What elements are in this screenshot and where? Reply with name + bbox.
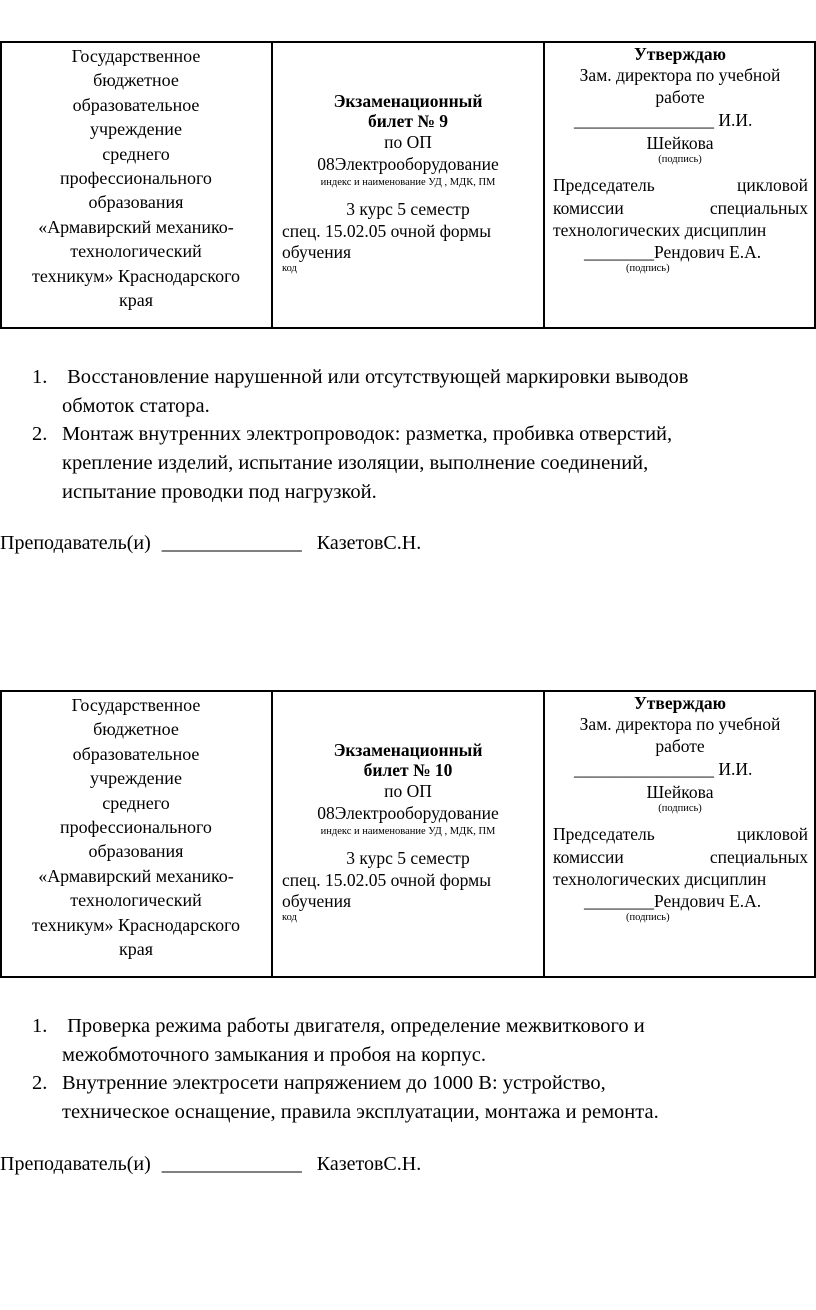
teacher-signature-blank: ______________ xyxy=(161,532,302,554)
deputy-title-cont: работе xyxy=(655,736,705,756)
chair-signature-hint: (подпись) xyxy=(626,263,670,274)
chair-word: специальных xyxy=(709,847,808,867)
institution-line: края xyxy=(118,290,153,311)
ticket-info-cell xyxy=(272,690,544,978)
teacher-name: КазетовС.Н. xyxy=(316,1153,422,1175)
institution-line: образовательное xyxy=(72,743,200,764)
question-text: Внутренние электросети напряжением до 1000 В: устройство, xyxy=(62,1072,606,1094)
question-text: межобмоточного замыкания и пробоя на корпус. xyxy=(62,1044,487,1066)
question-text: техническое оснащение, правила эксплуатации, монтажа и ремонта. xyxy=(62,1101,659,1123)
institution-line: технологический xyxy=(70,241,202,262)
study-form-line: обучения xyxy=(282,242,352,262)
subject-name: 08Электрооборудование xyxy=(317,154,499,174)
institution-line: образования xyxy=(88,192,184,213)
institution-line: профессионального xyxy=(60,168,212,189)
institution-line: технологический xyxy=(70,890,202,911)
institution-line: Государственное xyxy=(71,46,201,66)
deputy-name: Шейкова xyxy=(646,782,714,802)
chair-line: технологических дисциплин xyxy=(553,869,767,889)
question-text: Проверка режима работы двигателя, определение межвиткового и xyxy=(62,1015,645,1037)
chair-word: Председатель xyxy=(553,824,655,844)
institution-line: «Армавирский механико- xyxy=(38,216,234,237)
question-number: 2. xyxy=(32,1072,48,1094)
study-form-line: обучения xyxy=(282,891,352,911)
institution-line: учреждение xyxy=(90,119,182,140)
speciality-line: спец. 15.02.05 очной формы xyxy=(282,870,492,890)
question-number: 1. xyxy=(32,1015,48,1037)
teacher-signature-row xyxy=(0,1153,421,1176)
teacher-signature-row xyxy=(0,532,421,555)
speciality-line: спец. 15.02.05 очной формы xyxy=(282,221,492,241)
approval-cell xyxy=(544,41,816,329)
subject-name: 08Электрооборудование xyxy=(317,803,499,823)
deputy-sign-line: ________________ И.И. xyxy=(574,759,753,779)
subject-hint: индекс и наименование УД , МДК, ПМ xyxy=(320,826,496,837)
ticket-number: билет № 10 xyxy=(363,760,453,780)
question-item xyxy=(32,1012,816,1070)
institution-line: учреждение xyxy=(90,768,182,789)
subject-prefix: по ОП xyxy=(384,781,432,801)
teacher-signature-blank: ______________ xyxy=(161,1153,302,1175)
ticket-header-table xyxy=(0,41,816,329)
course-semester: 3 курс 5 семестр xyxy=(346,199,470,219)
subject-prefix: по ОП xyxy=(384,132,432,152)
chair-word: цикловой xyxy=(737,175,808,195)
exam-ticket-10 xyxy=(0,690,816,1310)
institution-cell xyxy=(0,690,272,978)
ticket-title: Экзаменационный xyxy=(333,740,483,760)
institution-line: бюджетное xyxy=(93,719,179,740)
deputy-title-cont: работе xyxy=(655,87,705,107)
teacher-label: Преподаватель(и) xyxy=(0,532,151,554)
institution-line: бюджетное xyxy=(93,70,179,91)
chair-word: комиссии xyxy=(553,198,624,218)
question-text: Восстановление нарушенной или отсутствующей маркировки выводов xyxy=(62,366,689,388)
deputy-title: Зам. директора по учебной xyxy=(579,714,781,734)
deputy-sign-line: ________________ И.И. xyxy=(574,110,753,130)
chair-word: специальных xyxy=(709,198,808,218)
ticket-title: Экзаменационный xyxy=(333,91,483,111)
approve-heading: Утверждаю xyxy=(633,44,727,64)
question-number: 2. xyxy=(32,423,48,445)
institution-line: среднего xyxy=(102,792,170,813)
ticket-info-cell xyxy=(272,41,544,329)
approval-cell xyxy=(544,690,816,978)
institution-line: края xyxy=(118,939,153,960)
question-text: испытание проводки под нагрузкой. xyxy=(62,481,377,503)
question-text: Монтаж внутренних электропроводок: разметка, пробивка отверстий, xyxy=(62,423,673,445)
chair-sign-line: ________Рендович Е.А. xyxy=(584,242,762,262)
chair-word: комиссии xyxy=(553,847,624,867)
deputy-signature-hint: (подпись) xyxy=(658,803,702,814)
deputy-signature-hint: (подпись) xyxy=(658,154,702,165)
ticket-number: билет № 9 xyxy=(367,111,449,131)
subject-hint: индекс и наименование УД , МДК, ПМ xyxy=(320,177,496,188)
teacher-label: Преподаватель(и) xyxy=(0,1153,151,1175)
institution-line: Государственное xyxy=(71,695,201,715)
question-item xyxy=(32,363,816,421)
question-item xyxy=(32,1069,816,1127)
code-hint: код xyxy=(282,263,297,274)
question-number: 1. xyxy=(32,366,48,388)
chair-word: Председатель xyxy=(553,175,655,195)
exam-ticket-9 xyxy=(0,41,816,661)
question-text: обмоток статора. xyxy=(62,395,210,417)
institution-line: «Армавирский механико- xyxy=(38,865,234,886)
ticket-header-table xyxy=(0,690,816,978)
institution-line: образования xyxy=(88,841,184,862)
institution-line: профессионального xyxy=(60,817,212,838)
institution-line: среднего xyxy=(102,143,170,164)
question-text: крепление изделий, испытание изоляции, выполнение соединений, xyxy=(62,452,649,474)
institution-line: техникум» Краснодарского xyxy=(31,914,241,935)
code-hint: код xyxy=(282,912,297,923)
deputy-title: Зам. директора по учебной xyxy=(579,65,781,85)
question-item xyxy=(32,420,816,507)
chair-signature-hint: (подпись) xyxy=(626,912,670,923)
chair-word: цикловой xyxy=(737,824,808,844)
course-semester: 3 курс 5 семестр xyxy=(346,848,470,868)
institution-line: образовательное xyxy=(72,94,200,115)
institution-cell xyxy=(0,41,272,329)
approve-heading: Утверждаю xyxy=(633,693,727,713)
institution-line: техникум» Краснодарского xyxy=(31,265,241,286)
deputy-name: Шейкова xyxy=(646,133,714,153)
chair-line: технологических дисциплин xyxy=(553,220,767,240)
teacher-name: КазетовС.Н. xyxy=(316,532,422,554)
chair-sign-line: ________Рендович Е.А. xyxy=(584,891,762,911)
